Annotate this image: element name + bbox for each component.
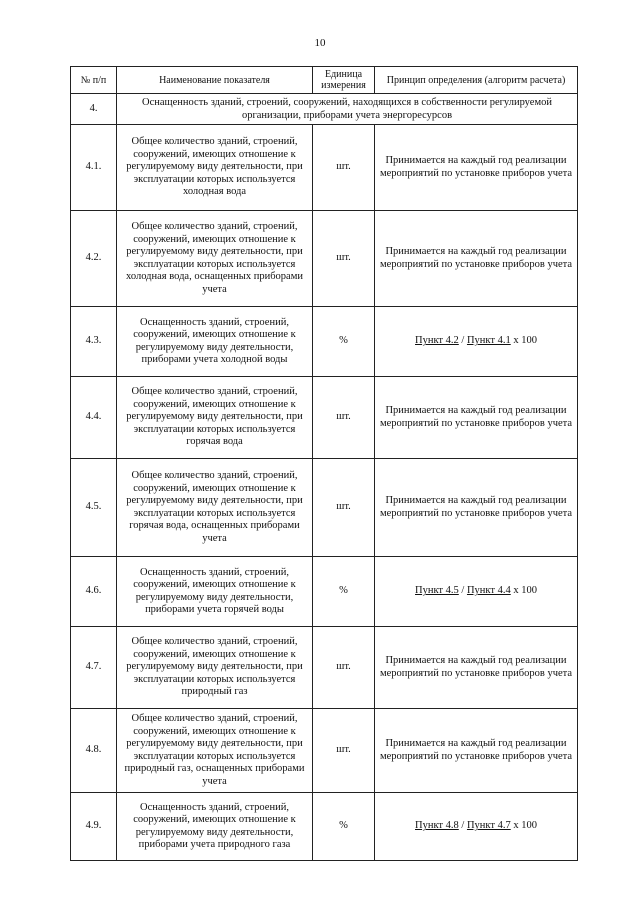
- row-unit: %: [313, 793, 375, 861]
- row-num: 4.8.: [71, 709, 117, 793]
- row-name: Оснащенность зданий, строений, сооружений, имеющих отношение к регулируемому виду деятельности, приборами учета холодной воды: [117, 307, 313, 377]
- formula-ref-numerator: Пункт 4.8: [415, 820, 459, 832]
- row-num: 4.4.: [71, 377, 117, 459]
- table-row: [71, 459, 578, 557]
- row-method: Принимается на каждый год реализации мероприятий по установке приборов учета: [375, 125, 578, 211]
- indicators-table: [70, 66, 578, 861]
- formula-multiplier: x 100: [510, 585, 537, 597]
- table-header-row: [71, 67, 578, 94]
- row-num: 4.7.: [71, 627, 117, 709]
- table-row: [71, 377, 578, 459]
- row-method: Принимается на каждый год реализации мероприятий по установке приборов учета: [375, 459, 578, 557]
- formula-ref-denominator: Пункт 4.4: [466, 585, 511, 597]
- formula-multiplier: x 100: [510, 820, 537, 832]
- table-row: [71, 211, 578, 307]
- formula-ref-numerator: Пункт 4.5: [415, 585, 459, 597]
- row-unit: шт.: [313, 709, 375, 793]
- row-num: 4.9.: [71, 793, 117, 861]
- row-name: Общее количество зданий, строений, сооружений, имеющих отношение к регулируемому виду деятельности, при эксплуатации которых используется природный газ: [117, 627, 313, 709]
- row-method: Принимается на каждый год реализации мероприятий по установке приборов учета: [375, 709, 578, 793]
- row-name: Общее количество зданий, строений, сооружений, имеющих отношение к регулируемому виду деятельности, при эксплуатации которых используется природный газ, оснащенных приборами учета: [117, 709, 313, 793]
- row-name: Оснащенность зданий, строений, сооружений, имеющих отношение к регулируемому виду деятельности, приборами учета горячей воды: [117, 557, 313, 627]
- row-unit: шт.: [313, 377, 375, 459]
- row-num: 4.3.: [71, 307, 117, 377]
- table-row: [71, 793, 578, 861]
- row-method: [375, 557, 578, 627]
- header-num: № п/п: [71, 67, 117, 94]
- row-method: Принимается на каждый год реализации мероприятий по установке приборов учета: [375, 377, 578, 459]
- section-num: 4.: [71, 94, 117, 125]
- row-unit: шт.: [313, 459, 375, 557]
- formula-ref-denominator: Пункт 4.7: [466, 820, 511, 832]
- row-name: Общее количество зданий, строений, сооружений, имеющих отношение к регулируемому виду деятельности, при эксплуатации которых используется холодная вода, оснащенных приборами учета: [117, 211, 313, 307]
- row-method: Принимается на каждый год реализации мероприятий по установке приборов учета: [375, 211, 578, 307]
- formula-separator: /: [458, 820, 467, 832]
- row-unit: шт.: [313, 627, 375, 709]
- header-unit: Единица измерения: [313, 67, 375, 94]
- formula-ref-denominator: Пункт 4.1: [466, 335, 511, 347]
- page-number: 10: [314, 37, 326, 49]
- row-num: 4.6.: [71, 557, 117, 627]
- formula-ref-numerator: Пункт 4.2: [415, 335, 459, 347]
- table-row: [71, 125, 578, 211]
- section-row: [71, 94, 578, 125]
- header-method: Принцип определения (алгоритм расчета): [375, 67, 578, 94]
- row-num: 4.5.: [71, 459, 117, 557]
- row-unit: шт.: [313, 125, 375, 211]
- section-title: Оснащенность зданий, строений, сооружений, находящихся в собственности регулируемой организации, приборами учета энергоресурсов: [117, 94, 578, 125]
- row-name: Общее количество зданий, строений, сооружений, имеющих отношение к регулируемому виду деятельности, при эксплуатации которых используется горячая вода: [117, 377, 313, 459]
- table-row: [71, 709, 578, 793]
- formula-multiplier: x 100: [510, 335, 537, 347]
- formula-separator: /: [458, 585, 467, 597]
- row-num: 4.2.: [71, 211, 117, 307]
- table-row: [71, 627, 578, 709]
- row-method: [375, 307, 578, 377]
- row-num: 4.1.: [71, 125, 117, 211]
- row-unit: %: [313, 307, 375, 377]
- row-method: Принимается на каждый год реализации мероприятий по установке приборов учета: [375, 627, 578, 709]
- row-name: Оснащенность зданий, строений, сооружений, имеющих отношение к регулируемому виду деятельности, приборами учета природного газа: [117, 793, 313, 861]
- row-method: [375, 793, 578, 861]
- row-name: Общее количество зданий, строений, сооружений, имеющих отношение к регулируемому виду деятельности, при эксплуатации которых используется холодная вода: [117, 125, 313, 211]
- header-name: Наименование показателя: [117, 67, 313, 94]
- formula-separator: /: [458, 335, 467, 347]
- table-row: [71, 307, 578, 377]
- row-unit: %: [313, 557, 375, 627]
- row-name: Общее количество зданий, строений, сооружений, имеющих отношение к регулируемому виду деятельности, при эксплуатации которых используется горячая вода, оснащенных приборами учета: [117, 459, 313, 557]
- row-unit: шт.: [313, 211, 375, 307]
- table-row: [71, 557, 578, 627]
